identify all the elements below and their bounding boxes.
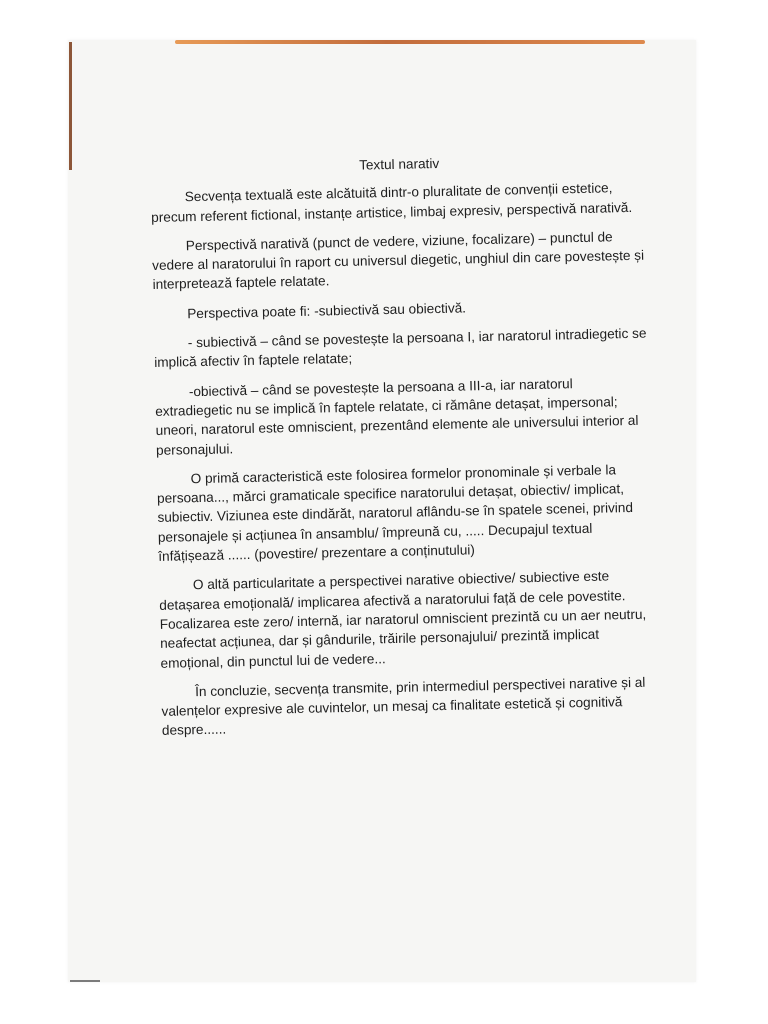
document-body — [150, 150, 660, 751]
document-title: Textul narativ — [358, 155, 440, 173]
paragraph-conclusion: În concluzie, secvența transmite, prin intermediul perspectivei narative și al valențelor expresive ale cuvintelor, un mesaj ca finalitate estetică și cognitivă despre...... — [161, 674, 646, 739]
paragraph-subjective: - subiectivă – când se povestește la persoana I, iar naratorul intradiegetic se implică afectiv în faptele relatate; — [154, 325, 647, 371]
paragraph-first-feature: O primă caracteristică este folosirea formelor pronominale și verbale la persoana..., mărci gramaticale specifice naratorului detașat, obiectiv/ implicat, subiectiv. Viziunea este dindărăt, naratorul aflându-se în spatele scenei, privind personajele și acțiunea în ansamblu/ împreună cu, ..... Decupajul textual înfățișează ...... (povestire/ prezentare a conținutului) — [156, 462, 634, 564]
scan-mark — [70, 980, 100, 982]
paragraph-intro: Secvența textuală este alcătuită dintr-o pluralitate de convenții estetice, precum referent fictional, instanțe artistice, limbaj expresiv, perspectivă narativă. — [151, 180, 633, 225]
folder-top-edge — [175, 40, 645, 44]
folder-left-edge — [69, 42, 72, 170]
paragraph-second-feature: O altă particularitate a perspectivei narative obiective/ subiective este detașarea emoțională/ implicarea afectivă a naratorului față de cele povestite. Focalizarea este zero/ internă, iar naratorul omniscient prezintă cu un aer neutru, neafectat acțiunea, dar și gândurile, trăirile personajului/ prezintă implicat emoțional, din punctul lui de vedere... — [159, 568, 647, 671]
paragraph-definition: Perspectivă narativă (punct de vedere, viziune, focalizare) – punctul de vedere al naratorului în raport cu universul diegetic, unghiul din care povestește și interpretează faptele relatate. — [152, 229, 645, 293]
paragraph-types: Perspectiva poate fi: -subiectivă sau obiectivă. — [187, 300, 467, 322]
paragraph-objective: -obiectivă – când se povestește la persoana a III-a, iar naratorul extradiegetic nu se implică în faptele relatate, ci rămâne detașat, impersonal; uneori, naratorul este omniscient, prezentând elemente ale universului interior al personajului. — [155, 375, 639, 458]
